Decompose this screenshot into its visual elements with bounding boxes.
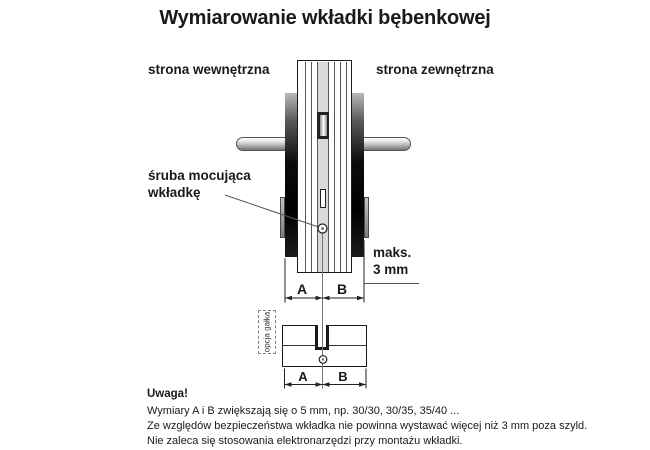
inner-side-label: strona wewnętrzna [148,62,270,77]
dimension-a-top: A [296,281,308,297]
door-layer-line [346,62,347,272]
arrowhead [316,296,323,301]
note-line: Nie zaleca się stosowania elektronarzędzi przy montażu wkładki. [147,435,463,447]
inner-cylinder-rod [236,137,285,151]
door-layer-line [340,62,341,272]
cylinder-channel [317,62,329,272]
max-protrusion-label [373,245,411,278]
arrowhead [323,296,330,301]
page-title: Wymiarowanie wkładki bębenkowej [159,7,491,29]
max-protrusion-line2: 3 mm [373,261,409,277]
door-layer-line [334,62,335,272]
dimension-b-top: B [336,281,348,297]
outer-side-label: strona zewnętrzna [376,62,494,77]
dimension-b-bottom: B [338,369,348,384]
outer-cylinder-rod [364,137,411,151]
dimension-a-bottom: A [298,369,308,384]
cam-notch-bottom [315,347,329,350]
knob-option-label: opcja gałka [262,311,272,352]
door-layer-line [305,62,306,272]
screw-label-line1: śruba mocująca [148,168,251,183]
cam-notch-wall [326,325,329,350]
screw-label-line2: wkładkę [148,185,201,200]
arrowhead [357,296,364,301]
note-line: Ze względów bezpieczeństwa wkładka nie powinna wystawać więcej niż 3 mm poza szyld. [147,420,588,432]
note-heading: Uwaga! [147,388,188,400]
keyway-slot [320,189,326,208]
outer-screw-plate [364,197,369,238]
door-layer-line [311,62,312,272]
cam-window-highlight [320,115,327,136]
max-protrusion-line1: maks. [373,245,412,260]
knob-option-box [258,310,276,354]
outer-escutcheon [352,93,364,257]
note-block [147,387,587,449]
screw-label [148,167,251,201]
inner-escutcheon [285,93,297,257]
cam-notch-wall [315,325,318,350]
note-line: Wymiary A i B zwiększają się o 5 mm, np. 30/30, 30/35, 35/40 ... [147,405,460,417]
